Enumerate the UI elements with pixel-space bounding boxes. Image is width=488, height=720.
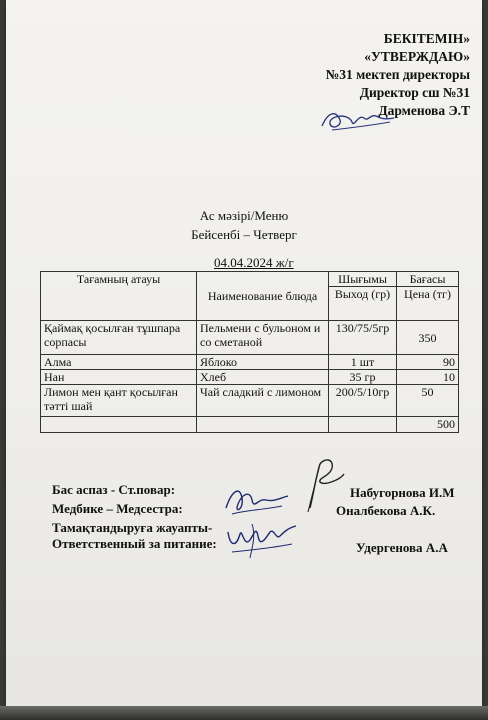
school-director-kz: №31 мектеп директоры <box>325 67 470 82</box>
header-price-ru: Цена (тг) <box>397 287 459 321</box>
director-signature-icon <box>318 106 398 136</box>
dish-ru: Хлеб <box>197 370 329 385</box>
dish-ru: Пельмени с бульоном и со сметаной <box>197 321 329 355</box>
table-row <box>41 355 459 370</box>
dish-yield: 200/5/10гр <box>329 385 397 417</box>
header-price-kz: Бағасы <box>397 272 459 287</box>
table-row <box>41 321 459 355</box>
dish-price: 350 <box>397 321 459 355</box>
dish-kz: Қаймақ қосылған тұшпара сорпасы <box>41 321 197 355</box>
dish-ru: Чай сладкий с лимоном <box>197 385 329 417</box>
table-row <box>41 370 459 385</box>
dish-price: 50 <box>397 385 459 417</box>
dish-ru: Яблоко <box>197 355 329 370</box>
header-yield-kz: Шығымы <box>329 272 397 287</box>
dish-yield: 1 шт <box>329 355 397 370</box>
approval-ru: «УТВЕРЖДАЮ» <box>364 49 470 64</box>
nurse-signature-icon <box>222 480 292 520</box>
header-yield-ru: Выход (гр) <box>329 287 397 321</box>
table-row <box>41 385 459 417</box>
responsible-signature-icon <box>222 518 302 560</box>
menu-date: 04.04.2024 ж/г <box>214 255 294 270</box>
total-price: 500 <box>397 417 459 433</box>
cook-name: Набугорнова И.М <box>350 485 455 500</box>
nurse-name: Оналбекова А.К. <box>336 503 436 518</box>
menu-day: Бейсенбі – Четверг <box>191 227 297 242</box>
dish-price: 90 <box>397 355 459 370</box>
dish-price: 10 <box>397 370 459 385</box>
background-surface <box>0 706 488 720</box>
responsible-role-kz: Тамақтандыруға жауапты- <box>52 520 213 535</box>
dish-yield: 130/75/5гр <box>329 321 397 355</box>
header-name-kz: Тағамның атауы <box>41 272 197 321</box>
menu-table <box>40 271 459 433</box>
dish-kz: Алма <box>41 355 197 370</box>
total-row <box>41 417 459 433</box>
header-name-ru: Наименование блюда <box>197 272 329 321</box>
director-name: Дарменова Э.Т <box>378 103 470 118</box>
dish-kz: Лимон мен қант қосылған тәтті шай <box>41 385 197 417</box>
dish-kz: Нан <box>41 370 197 385</box>
approval-kz: БЕКІТЕМІН» <box>383 31 470 46</box>
dish-yield: 35 гр <box>329 370 397 385</box>
nurse-role: Медбике – Медсестра: <box>52 501 183 516</box>
cook-role: Бас аспаз - Ст.повар: <box>52 482 176 497</box>
school-director-ru: Директор сш №31 <box>359 85 470 100</box>
menu-title: Ас мәзірі/Меню <box>199 208 289 223</box>
responsible-role-ru: Ответственный за питание: <box>52 536 217 551</box>
cook-signature-icon <box>300 456 360 516</box>
responsible-name: Удергенова А.А <box>356 540 448 555</box>
